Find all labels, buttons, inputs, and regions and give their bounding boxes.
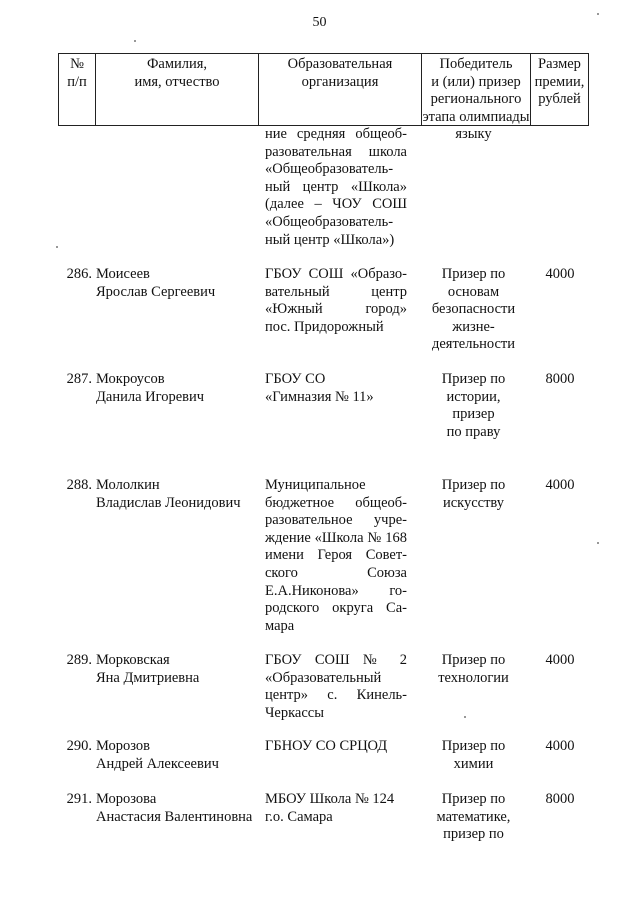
participant-name: [96, 371, 261, 406]
name-line: Морковская: [96, 652, 170, 668]
page-number: 50: [312, 15, 327, 30]
name-line: Мололкин: [96, 477, 160, 493]
org-line: мара: [265, 617, 295, 634]
participant-name: [96, 266, 261, 301]
winner-line: математике,: [436, 808, 511, 825]
row-number: 290.: [66, 738, 92, 754]
scan-speck: [464, 716, 466, 718]
winner-line: призер по: [443, 826, 504, 843]
prize-amount: 4000: [545, 477, 575, 493]
achievement: [422, 266, 525, 354]
winner-line: основам: [447, 283, 500, 300]
header-num-line: №: [70, 56, 84, 72]
org-line: ние средняя общеоб-: [265, 126, 407, 142]
org-line: (далее – ЧОУ СОШ: [265, 196, 407, 213]
scan-speck: [597, 542, 599, 544]
organization: [265, 791, 407, 826]
organization: [265, 477, 407, 635]
header-org-line: организация: [301, 73, 379, 90]
organization: [265, 371, 407, 406]
winner-line: Призер по: [441, 652, 506, 668]
winner-line: технологии: [438, 669, 509, 686]
org-line: ГБОУ СОШ № 2: [265, 652, 407, 668]
org-line: ждение «Школа № 168: [265, 529, 407, 546]
winner-line: Призер по: [441, 371, 506, 387]
name-line: Морозов: [96, 738, 151, 754]
header-prize-line: премии,: [534, 73, 585, 90]
header-name-line: имя, отчество: [134, 73, 220, 90]
org-line: ный центр «Школа»: [265, 178, 407, 195]
header-winner-line: Победитель: [439, 56, 513, 72]
achievement: [422, 371, 525, 441]
org-line: «Общеобразователь-: [265, 213, 394, 230]
prize-amount: 8000: [545, 791, 575, 807]
achievement: [422, 738, 525, 773]
org-line: «Общеобразователь-: [265, 161, 394, 178]
winner-line: Призер по: [441, 477, 506, 493]
org-line: ГБНОУ СО СРЦОД: [265, 738, 388, 754]
participant-name: [96, 652, 261, 687]
achievement: [422, 652, 525, 687]
winner-line: жизне-: [452, 318, 495, 335]
continuation-winner: [422, 126, 525, 144]
winner-line: безопасности: [431, 301, 516, 318]
achievement: [422, 477, 525, 512]
winner-line: химии: [453, 755, 494, 772]
header-org: [259, 53, 422, 126]
name-line: Владислав Леонидович: [96, 494, 241, 511]
winner-line: истории,: [446, 388, 501, 405]
participant-name: [96, 738, 261, 773]
header-num: [58, 53, 96, 126]
prize-amount: 8000: [545, 371, 575, 387]
org-line: бюджетное общеоб-: [265, 494, 407, 511]
org-line: вательный центр: [265, 283, 407, 300]
row-number: 289.: [66, 652, 92, 668]
header-winner-line: и (или) призер: [431, 73, 521, 90]
org-line: ского Союза: [265, 564, 407, 581]
org-line: МБОУ Школа № 124: [265, 791, 395, 807]
winner-line: призер: [452, 406, 495, 423]
org-line: г.о. Самара: [265, 808, 333, 825]
name-line: Моисеев: [96, 266, 150, 282]
prize-amount: 4000: [545, 652, 575, 668]
winner-line: искусству: [442, 494, 505, 511]
participant-name: [96, 477, 261, 512]
org-line: пос. Придорожный: [265, 318, 384, 335]
header-org-line: Образовательная: [287, 56, 393, 72]
row-number: 288.: [66, 477, 92, 493]
organization: [265, 266, 407, 336]
header-name-line: Фамилия,: [146, 56, 208, 72]
org-line: имени Героя Совет-: [265, 547, 407, 564]
header-prize-line: рублей: [538, 91, 581, 107]
row-number: 291.: [66, 791, 92, 807]
organization: [265, 738, 407, 756]
header-winner: [422, 53, 531, 126]
name-line: Данила Игоревич: [96, 388, 205, 405]
scan-speck: [597, 13, 599, 15]
name-line: Анастасия Валентиновна: [96, 808, 253, 825]
org-line: «Образовательный: [265, 669, 382, 686]
continuation-org: [265, 126, 407, 249]
winner-line: Призер по: [441, 266, 506, 282]
achievement: [422, 791, 525, 844]
row-number: 287.: [66, 371, 92, 387]
prize-amount: 4000: [545, 738, 575, 754]
winner-line: деятельности: [431, 336, 515, 353]
name-line: Андрей Алексеевич: [96, 755, 219, 772]
org-line: «Южный город»: [265, 301, 407, 318]
header-winner-line: регионального: [430, 91, 522, 107]
name-line: Яна Дмитриевна: [96, 669, 200, 686]
organization: [265, 652, 407, 722]
row-number: 286.: [66, 266, 92, 282]
org-line: разовательная школа: [265, 143, 407, 160]
org-line: ГБОУ СО: [265, 371, 326, 387]
winner-line: по праву: [446, 423, 501, 440]
name-line: Ярослав Сергеевич: [96, 283, 216, 300]
winner-line: Призер по: [441, 791, 506, 807]
winner-line: Призер по: [441, 738, 506, 754]
org-line: ГБОУ СОШ «Образо-: [265, 266, 407, 282]
org-line: Черкассы: [265, 704, 324, 721]
prize-amount: 4000: [545, 266, 575, 282]
header-num-line: п/п: [67, 73, 87, 90]
scan-speck: [56, 246, 58, 248]
name-line: Мокроусов: [96, 371, 165, 387]
org-line: ный центр «Школа»): [265, 231, 395, 248]
header-winner-line: этапа олимпиады: [422, 108, 530, 125]
header-prize: [531, 53, 589, 126]
org-line: родского округа Са-: [265, 600, 407, 617]
org-line: Муниципальное: [265, 477, 366, 493]
scan-speck: [134, 40, 136, 42]
org-line: «Гимназия № 11»: [265, 388, 374, 405]
header-prize-line: Размер: [538, 56, 581, 72]
header-name: [96, 53, 259, 126]
org-line: разовательное учре-: [265, 512, 407, 529]
winner-line: языку: [455, 126, 492, 142]
name-line: Морозова: [96, 791, 157, 807]
org-line: Е.А.Никонова» го-: [265, 582, 407, 599]
participant-name: [96, 791, 261, 826]
org-line: центр» с. Кинель-: [265, 687, 407, 704]
